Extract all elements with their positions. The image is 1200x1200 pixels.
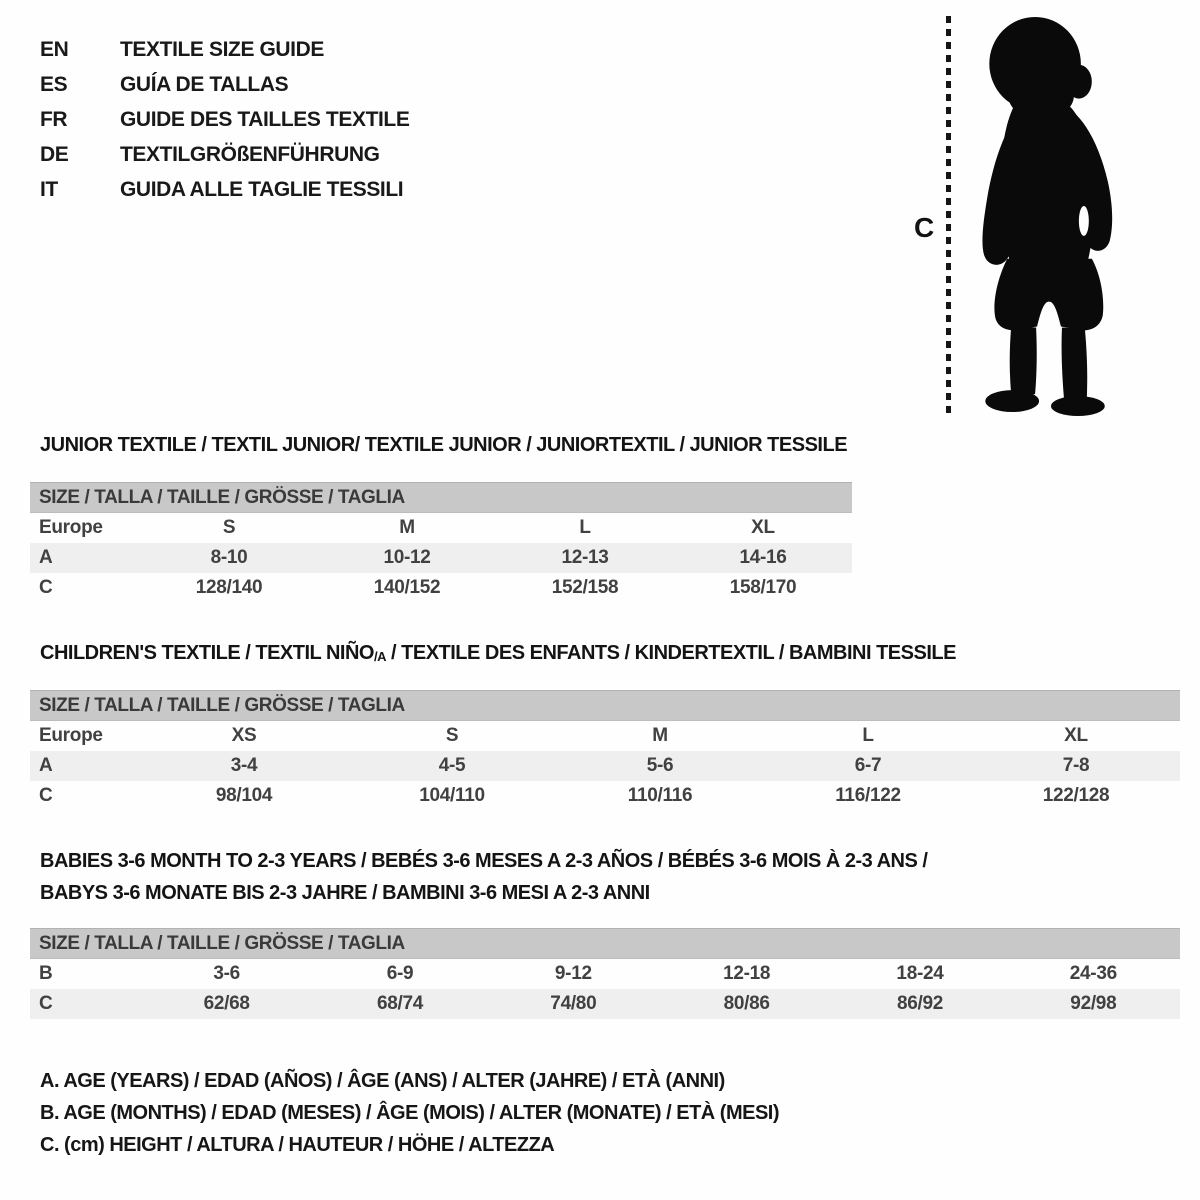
table-cell: 18-24 [896,963,944,984]
table-cell: 122/128 [1042,785,1110,806]
lang-code-it: IT [40,177,58,201]
children-size-table [30,721,1180,811]
junior-size-table [30,513,852,603]
table-row [30,513,852,543]
table-cell: 74/80 [550,993,597,1014]
children-heading-post: / TEXTILE DES ENFANTS / KINDERTEXTIL / BAMBINI TESSILE [385,642,956,664]
legend-row-es [40,67,409,102]
table-cell: S [222,517,236,538]
table-cell: 12-18 [723,963,771,984]
table-cell: S [445,725,459,746]
children-heading-sub: /A [373,649,386,664]
table-cell: 140/152 [373,577,441,598]
footnote-height-cm: C. (cm) HEIGHT / ALTURA / HAUTEUR / HÖHE / ALTEZZA [40,1134,555,1156]
table-cell: 98/104 [215,785,273,806]
table-row [30,989,1180,1019]
table-cell: XL [1064,725,1088,746]
lang-title-de: TEXTILGRÖßENFÜHRUNG [120,142,380,166]
table-cell: 24-36 [1069,963,1117,984]
table-cell: XL [751,517,775,538]
babies-size-header-bar: SIZE / TALLA / TAILLE / GRÖSSE / TAGLIA [30,928,1180,959]
legend-row-de [40,137,409,172]
table-cell: 104/110 [419,785,485,806]
table-cell: M [652,725,668,746]
row-label: Europe [39,517,103,538]
table-cell: 7-8 [1062,755,1090,776]
table-cell: 10-12 [383,547,431,568]
table-row [30,781,1180,811]
table-row [30,543,852,573]
babies-section-heading-line2: BABYS 3-6 MONATE BIS 2-3 JAHRE / BAMBINI 3-6 MESI A 2-3 ANNI [40,882,650,904]
table-cell: M [399,517,415,538]
legend-row-en [40,32,409,67]
row-label: Europe [39,725,103,746]
children-section-heading [40,642,956,665]
lang-code-es: ES [40,72,68,96]
table-cell: 8-10 [210,547,248,568]
table-cell: 116/122 [835,785,901,806]
row-label: C [39,577,53,598]
language-legend [40,32,409,207]
lang-title-fr: GUIDE DES TAILLES TEXTILE [120,107,410,131]
table-cell: 152/158 [551,577,619,598]
table-cell: 158/170 [729,577,797,598]
row-label: A [39,755,53,776]
row-label: C [39,785,53,806]
table-cell: 62/68 [203,993,250,1014]
table-cell: 3-4 [230,755,258,776]
table-cell: 5-6 [646,755,674,776]
lang-code-fr: FR [40,107,68,131]
babies-section-heading-line1: BABIES 3-6 MONTH TO 2-3 YEARS / BEBÉS 3-6 MESES A 2-3 AÑOS / BÉBÉS 3-6 MOIS À 2-3 ANS / [40,850,928,872]
lang-title-en: TEXTILE SIZE GUIDE [120,37,324,61]
table-cell: 6-7 [854,755,882,776]
lang-title-it: GUIDA ALLE TAGLIE TESSILI [120,177,404,201]
table-cell: 4-5 [438,755,466,776]
table-row [30,721,1180,751]
row-label: A [39,547,53,568]
table-cell: 86/92 [896,993,943,1014]
table-cell: 9-12 [554,963,592,984]
junior-section-heading: JUNIOR TEXTILE / TEXTIL JUNIOR/ TEXTILE JUNIOR / JUNIORTEXTIL / JUNIOR TESSILE [40,434,848,456]
table-row [30,959,1180,989]
table-row [30,573,852,603]
row-label: B [39,963,53,984]
table-cell: 128/140 [195,577,263,598]
table-cell: 80/86 [723,993,770,1014]
lang-code-de: DE [40,142,69,166]
table-cell: L [862,725,874,746]
table-cell: L [579,517,591,538]
table-cell: 110/116 [627,785,693,806]
table-cell: XS [231,725,257,746]
lang-code-en: EN [40,37,69,61]
legend-row-it [40,172,409,207]
legend-row-fr [40,102,409,137]
lang-title-es: GUÍA DE TALLAS [120,72,289,96]
table-row [30,751,1180,781]
height-dimension-label: C [914,212,935,243]
children-size-header-bar: SIZE / TALLA / TAILLE / GRÖSSE / TAGLIA [30,690,1180,721]
children-heading-pre: CHILDREN'S TEXTILE / TEXTIL NIÑO [40,642,374,664]
toddler-silhouette-icon [965,12,1140,420]
table-cell: 68/74 [376,993,424,1014]
footnote-age-months: B. AGE (MONTHS) / EDAD (MESES) / ÂGE (MOIS) / ALTER (MONATE) / ETÀ (MESI) [40,1102,780,1124]
height-measure-dashed-line [946,16,951,418]
row-label: C [39,993,53,1014]
table-cell: 3-6 [213,963,240,984]
footnote-age-years: A. AGE (YEARS) / EDAD (AÑOS) / ÂGE (ANS) / ALTER (JAHRE) / ETÀ (ANNI) [40,1070,725,1092]
table-cell: 12-13 [561,547,609,568]
table-cell: 92/98 [1070,993,1117,1014]
table-cell: 6-9 [386,963,414,984]
table-cell: 14-16 [739,547,787,568]
babies-size-table [30,959,1180,1019]
junior-size-header-bar: SIZE / TALLA / TAILLE / GRÖSSE / TAGLIA [30,482,852,513]
